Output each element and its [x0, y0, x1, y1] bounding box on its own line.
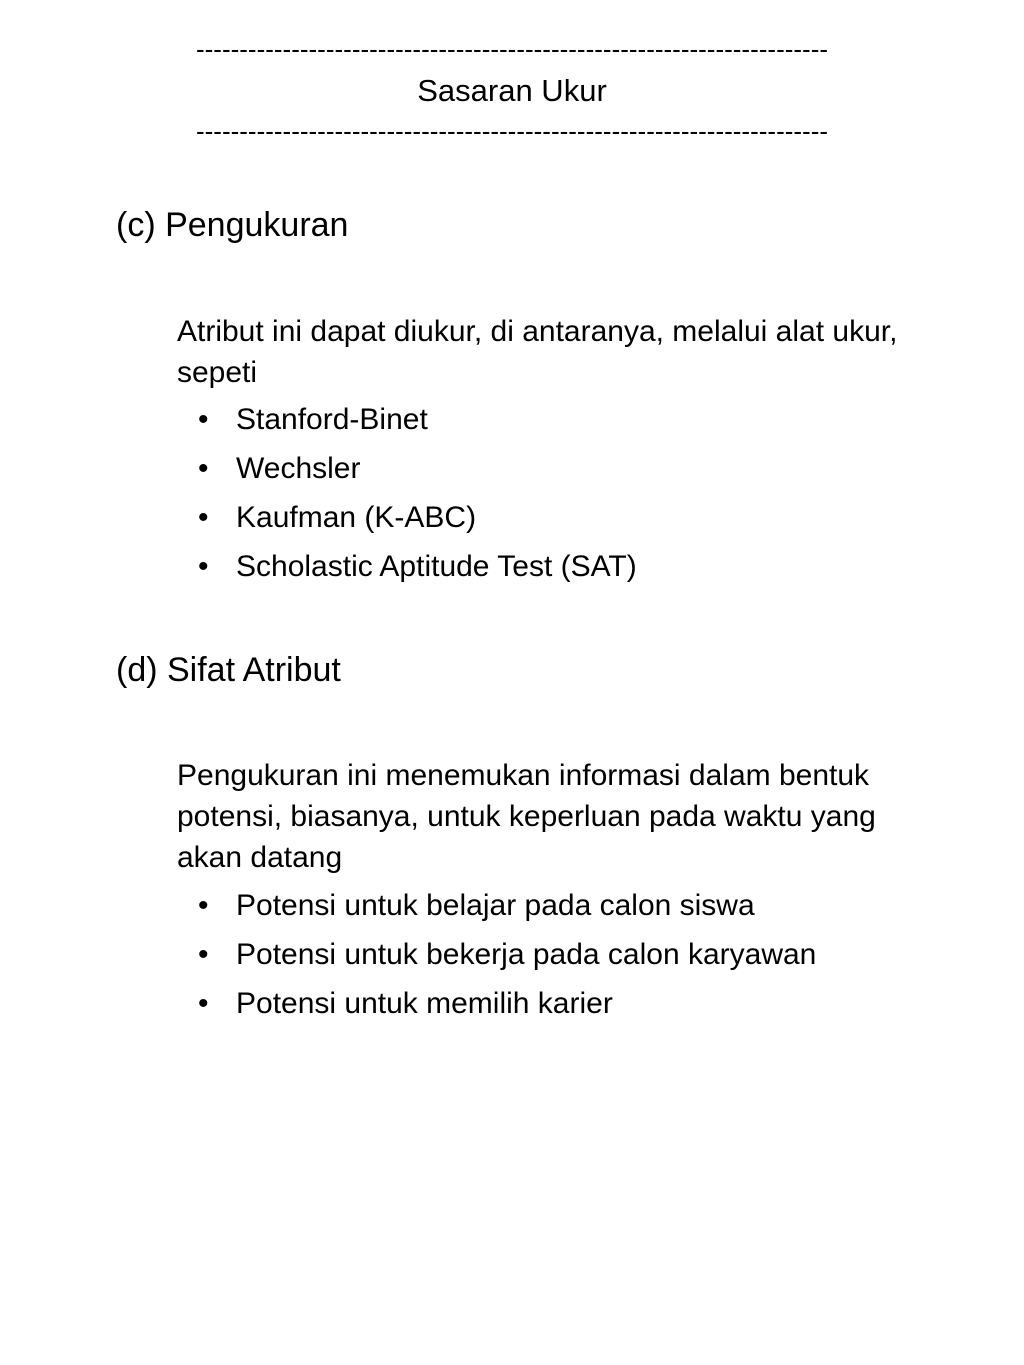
section-paragraph-pengukuran: Atribut ini dapat diukur, di antaranya, melalui alat ukur, sepeti	[177, 315, 898, 389]
list-item	[198, 986, 816, 1022]
list-item	[198, 402, 637, 438]
list-item	[198, 937, 816, 973]
list-item-text: Potensi untuk memilih karier	[236, 987, 613, 1020]
list-item-text: Stanford-Binet	[236, 403, 428, 436]
section-heading-sifat-atribut: (d) Sifat Atribut	[116, 651, 341, 689]
list-item-text: Scholastic Aptitude Test (SAT)	[236, 550, 637, 583]
list-item	[198, 549, 637, 585]
list-item-text: Potensi untuk belajar pada calon siswa	[236, 889, 755, 922]
section-paragraph-sifat-atribut: Pengukuran ini menemukan informasi dalam bentuk potensi, biasanya, untuk keperluan pada waktu yang akan datang	[177, 759, 876, 874]
list-item	[198, 451, 637, 487]
bullet-list-pengukuran	[198, 402, 637, 598]
bullet-dot: •	[198, 501, 209, 534]
list-item-text: Kaufman (K-ABC)	[236, 501, 477, 534]
bottom-dashed-rule: -------------------------------------------------------------------------	[195, 116, 829, 146]
list-item-text: Wechsler	[236, 452, 361, 485]
list-item	[198, 500, 637, 536]
bullet-dot: •	[198, 550, 209, 583]
section-heading-pengukuran: (c) Pengukuran	[116, 206, 349, 244]
top-dashed-rule: -------------------------------------------------------------------------	[195, 34, 829, 64]
bullet-dot: •	[198, 889, 209, 922]
bullet-dot: •	[198, 403, 209, 436]
list-item	[198, 888, 816, 924]
page-title: Sasaran Ukur	[417, 73, 607, 108]
bullet-dot: •	[198, 452, 209, 485]
bullet-dot: •	[198, 987, 209, 1020]
list-item-text: Potensi untuk bekerja pada calon karyawan	[236, 938, 817, 971]
bullet-list-sifat-atribut	[198, 888, 816, 1035]
bullet-dot: •	[198, 938, 209, 971]
